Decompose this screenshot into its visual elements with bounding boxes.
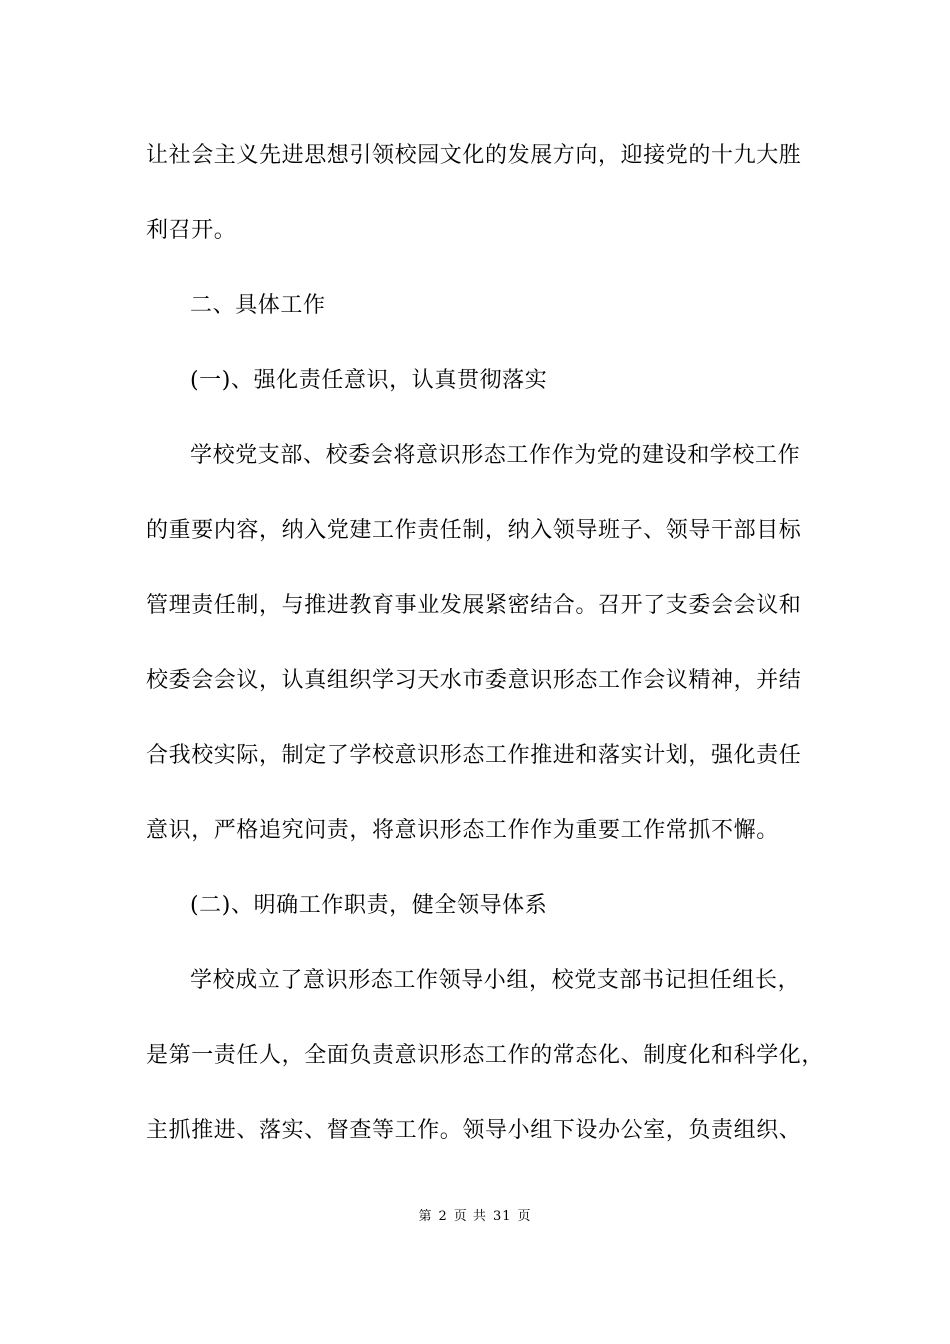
current-page-number: 2	[438, 1209, 448, 1224]
body-text-line: 是第一责任人，全面负责意识形态工作的常态化、制度化和科学化，	[146, 1043, 825, 1068]
subsection-heading: (一)、强化责任意识，认真贯彻落实	[190, 368, 548, 393]
body-text-line: 管理责任制，与推进教育事业发展紧密结合。召开了支委会会议和	[146, 593, 802, 618]
body-text-line: 学校党支部、校委会将意识形态工作作为党的建设和学校工作	[190, 443, 801, 468]
footer-prefix: 第	[418, 1209, 433, 1224]
body-text-line: 利召开。	[146, 218, 237, 243]
body-text-line: 合我校实际，制定了学校意识形态工作推进和落实计划，强化责任	[146, 743, 802, 768]
body-text-line: 校委会会议，认真组织学习天水市委意识形态工作会议精神，并结	[146, 668, 802, 693]
total-page-count: 31	[492, 1209, 512, 1224]
footer-middle: 页 共	[453, 1209, 487, 1224]
body-text-line: 学校成立了意识形态工作领导小组，校党支部书记担任组长，	[190, 968, 801, 993]
subsection-heading: (二)、明确工作职责，健全领导体系	[190, 893, 548, 918]
footer-suffix: 页	[517, 1209, 532, 1224]
body-text-line: 的重要内容，纳入党建工作责任制，纳入领导班子、领导干部目标	[146, 518, 802, 543]
body-text-line: 主抓推进、落实、督查等工作。领导小组下设办公室，负责组织、	[146, 1118, 802, 1143]
page-footer	[0, 1208, 950, 1226]
body-text-line: 意识，严格追究问责，将意识形态工作作为重要工作常抓不懈。	[146, 818, 779, 843]
section-heading: 二、具体工作	[190, 293, 326, 318]
body-text-line: 让社会主义先进思想引领校园文化的发展方向，迎接党的十九大胜	[146, 143, 802, 168]
